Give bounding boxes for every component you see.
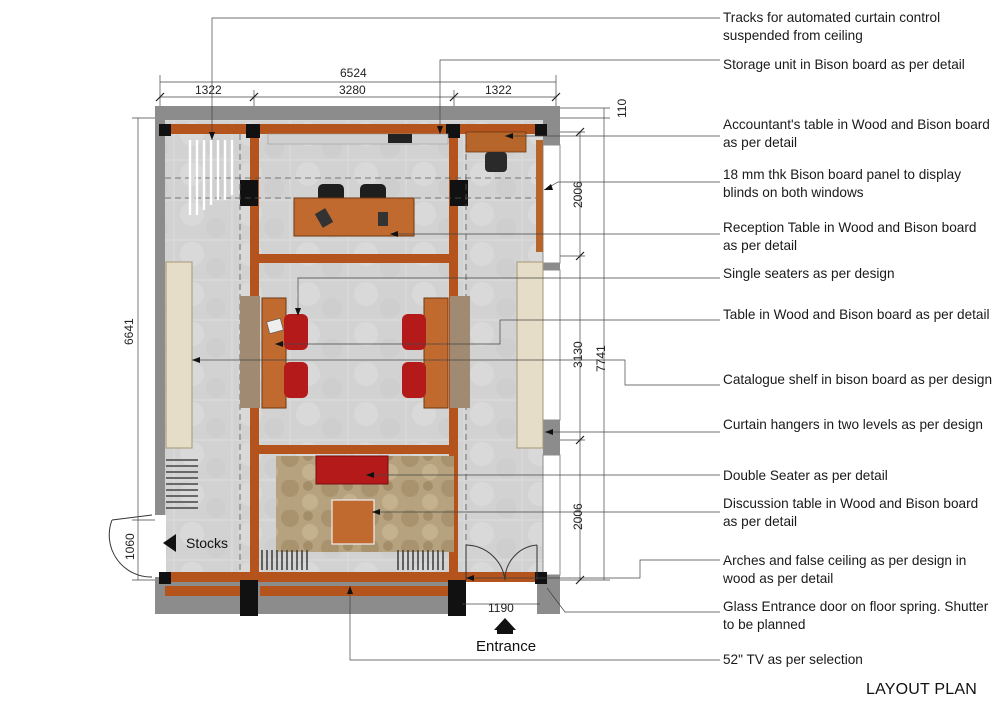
dim-center-bay: 3280: [339, 83, 366, 97]
note-table-wood: Table in Wood and Bison board as per detail: [723, 307, 990, 322]
reception-table: [294, 198, 414, 236]
dim-overall-depth-right: 7741: [594, 345, 608, 372]
entrance-label: Entrance: [476, 638, 537, 655]
note-discussion-table: Discussion table in Wood and Bison board as per detail: [723, 496, 979, 529]
note-tv: 52" TV as per selection: [723, 652, 863, 667]
dim-right-bay: 1322: [485, 83, 512, 97]
dim-entrance-door: 1190: [488, 601, 514, 615]
note-curtain-hangers: Curtain hangers in two levels as per design: [723, 417, 983, 432]
single-seater-right-bottom: [402, 362, 426, 398]
dim-upper-bay: 2006: [571, 181, 585, 208]
discussion-table: [332, 500, 374, 544]
single-seater-left-top: [284, 314, 308, 350]
dim-lower-bay: 2006: [571, 503, 585, 530]
storage-unit: [268, 134, 448, 144]
double-seater: [316, 456, 388, 484]
entrance-arrow: [494, 618, 516, 630]
note-accountant-table: Accountant's table in Wood and Bison board as per detail: [723, 117, 990, 150]
note-reception-table: Reception Table in Wood and Bison board as per detail: [723, 220, 977, 253]
note-curtain-tracks: Tracks for automated curtain control suspended from ceiling: [723, 10, 941, 43]
single-seater-left-bottom: [284, 362, 308, 398]
note-catalogue-shelf: Catalogue shelf in bison board as per design: [723, 372, 993, 387]
plan-title: LAYOUT PLAN: [866, 681, 977, 698]
dim-side-door: 1060: [123, 533, 137, 560]
note-single-seaters: Single seaters as per design: [723, 266, 895, 281]
note-arches: Arches and false ceiling as per design in wood as per detail: [723, 553, 967, 586]
accountant-table: [466, 132, 526, 152]
dim-depth-left: 6641: [122, 318, 136, 345]
dim-middle-bay: 3130: [571, 341, 585, 368]
dim-left-bay: 1322: [195, 83, 222, 97]
note-storage-unit: Storage unit in Bison board as per detail: [723, 57, 965, 72]
catalogue-shelf-right: [517, 262, 543, 448]
note-double-seater: Double Seater as per detail: [723, 468, 888, 483]
single-seater-right-top: [402, 314, 426, 350]
catalogue-shelf-left: [166, 262, 192, 448]
storage-device: [388, 134, 412, 143]
dim-top-wall: 110: [615, 98, 629, 118]
note-glass-door: Glass Entrance door on floor spring. Shutter to be planned: [723, 599, 989, 632]
note-bison-panel: 18 mm thk Bison board panel to display blinds on both windows: [723, 167, 962, 200]
dim-overall-width: 6524: [340, 66, 367, 80]
entrance-arrow-base: [497, 630, 513, 634]
reception-phone: [378, 212, 388, 226]
accountant-chair: [485, 152, 507, 172]
bison-panel: [536, 140, 543, 252]
stocks-label: Stocks: [186, 535, 229, 551]
